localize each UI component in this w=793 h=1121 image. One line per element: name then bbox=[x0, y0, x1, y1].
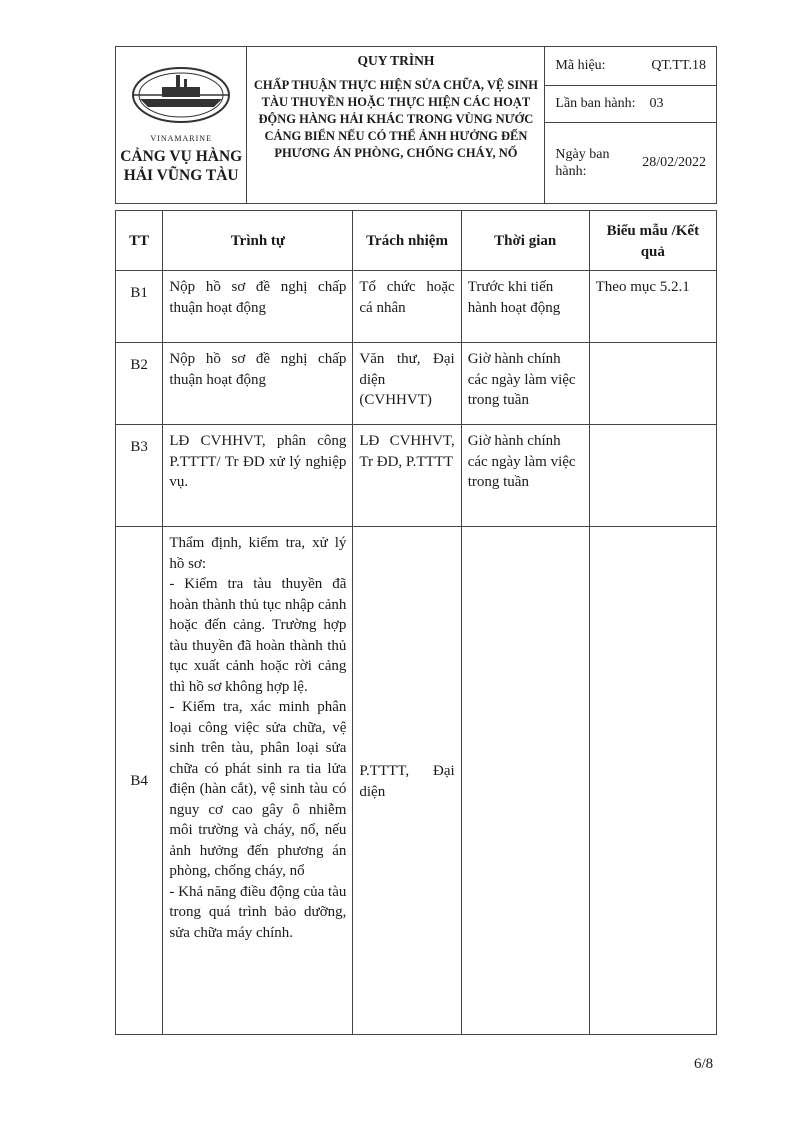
row-step: LĐ CVHHVT, phân công P.TTTT/ Tr ĐD xử lý nghiệp vụ. bbox=[163, 425, 353, 527]
title-cell bbox=[247, 47, 545, 204]
row-form bbox=[589, 343, 716, 425]
row-resp: LĐ CVHHVT, Tr ĐD, P.TTTT bbox=[353, 425, 461, 527]
org-name: CẢNG VỤ HÀNG HẢI VŨNG TÀU bbox=[120, 148, 243, 184]
step-line: Thẩm định, kiểm tra, xử lý hồ sơ: bbox=[169, 535, 347, 572]
table-row bbox=[116, 343, 717, 425]
row-resp: Văn thư, Đại diện (CVHHVT) bbox=[353, 343, 461, 425]
row-time bbox=[461, 527, 589, 1035]
code-label: Mã hiệu: bbox=[555, 58, 606, 73]
issue-value: 03 bbox=[649, 96, 664, 111]
col-header-step: Trình tự bbox=[163, 211, 353, 271]
step-line: - Khả năng điều động của tàu trong quá trình bảo dưỡng, sửa chữa máy chính. bbox=[169, 883, 347, 941]
row-time: Giờ hành chính các ngày làm việc trong tuần bbox=[461, 343, 589, 425]
page-number: 6/8 bbox=[694, 1056, 714, 1072]
row-time: Giờ hành chính các ngày làm việc trong tuần bbox=[461, 425, 589, 527]
row-form bbox=[589, 527, 716, 1035]
row-resp: P.TTTT, Đại diện bbox=[353, 527, 461, 1035]
code-value: QT.TT.18 bbox=[651, 58, 706, 73]
issue-cell bbox=[545, 86, 717, 123]
row-resp: Tổ chức hoặc cá nhân bbox=[353, 271, 461, 343]
col-header-tt: TT bbox=[116, 211, 163, 271]
step-line: - Kiểm tra tàu thuyền đã hoàn thành thủ tục nhập cảnh hoặc đến cảng. Trường hợp tàu thuyền đã hoàn thành thủ tục xuất cảnh hoặc rời cảng thì hồ sơ không hợp lệ. bbox=[169, 576, 347, 695]
row-step: Nộp hồ sơ đề nghị chấp thuận hoạt động bbox=[163, 343, 353, 425]
table-row bbox=[116, 425, 717, 527]
step-line: - Kiểm tra, xác minh phân loại công việc sửa chữa, vệ sinh trên tàu, phân loại sửa chữa có phát sinh ra tia lửa điện (hàn cắt), vệ sinh tàu có nguy cơ cao gây ô nhiễm môi trường và cháy, nổ, nếu ảnh hưởng đến phương án phòng, chống cháy, nổ bbox=[169, 699, 347, 879]
date-value: 28/02/2022 bbox=[642, 155, 706, 170]
procedure-table bbox=[115, 210, 717, 1035]
row-step: Nộp hồ sơ đề nghị chấp thuận hoạt động bbox=[163, 271, 353, 343]
row-tt: B3 bbox=[116, 425, 163, 527]
logo-text: VINAMARINE bbox=[150, 134, 212, 143]
issue-label: Lần ban hành: bbox=[555, 96, 636, 111]
row-step bbox=[163, 527, 353, 1035]
row-tt: B2 bbox=[116, 343, 163, 425]
date-label: Ngày ban hành: bbox=[555, 147, 610, 179]
date-cell bbox=[545, 123, 717, 204]
table-row bbox=[116, 527, 717, 1035]
row-time: Trước khi tiến hành hoạt động bbox=[461, 271, 589, 343]
org-cell bbox=[116, 47, 247, 204]
vinamarine-logo-icon bbox=[126, 65, 236, 127]
code-cell bbox=[545, 47, 717, 86]
col-header-form: Biểu mẫu /Kết quả bbox=[589, 211, 716, 271]
row-tt: B1 bbox=[116, 271, 163, 343]
row-form bbox=[589, 425, 716, 527]
col-header-time: Thời gian bbox=[461, 211, 589, 271]
col-header-resp: Trách nhiệm bbox=[353, 211, 461, 271]
row-form: Theo mục 5.2.1 bbox=[589, 271, 716, 343]
table-row bbox=[116, 271, 717, 343]
doc-title: CHẤP THUẬN THỰC HIỆN SỬA CHỮA, VỆ SINH TÀU THUYỀN HOẶC THỰC HIỆN CÁC HOẠT ĐỘNG HÀNG HẢI KHÁC TRONG VÙNG NƯỚC CẢNG BIỂN NẾU CÓ THỂ ẢNH HƯỞNG ĐẾN PHƯƠNG ÁN PHÒNG, CHỐNG CHÁY, NỔ bbox=[253, 78, 538, 160]
row-tt: B4 bbox=[116, 527, 163, 1035]
document-header bbox=[115, 46, 717, 204]
doc-type: QUY TRÌNH bbox=[357, 53, 435, 68]
table-header-row bbox=[116, 211, 717, 271]
